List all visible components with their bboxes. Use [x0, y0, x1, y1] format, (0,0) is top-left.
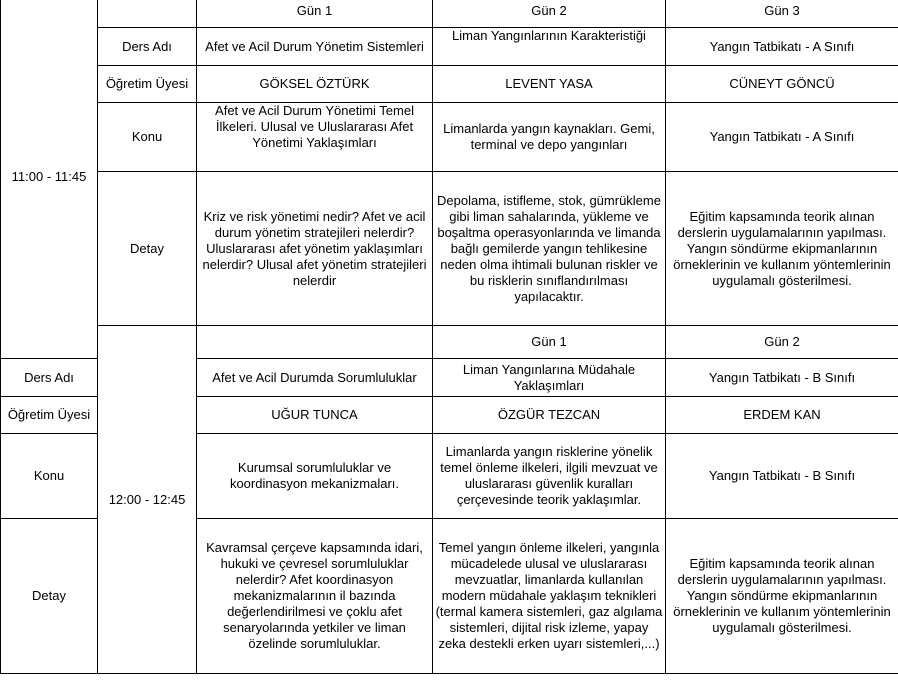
day-header: Gün 2: [666, 326, 898, 359]
detail: Kavramsal çerçeve kapsamında idari, hukuki ve çevresel sorumluluklar nelerdir? Afet koordinasyon mekanizmalarının il bazında değerlendirilmesi ve çoklu afet senaryolarında yetkiler ve liman özelinde sorumluluklar.: [197, 519, 433, 674]
topic: Limanlarda yangın risklerine yönelik temel önleme ilkeleri, ilgili mevzuat ve uluslararası güvenlik kuralları çerçevesinde teorik yaklaşımlar.: [433, 434, 666, 519]
row-label-detay: Detay: [1, 519, 98, 674]
instructor-name: CÜNEYT GÖNCÜ: [666, 66, 898, 103]
day-header: Gün 3: [666, 0, 898, 28]
course-name: Liman Yangınlarının Karakteristiği: [433, 28, 666, 66]
empty-cell: [98, 0, 197, 28]
time-slot-2: 12:00 - 12:45: [98, 326, 197, 674]
row-label-ogretim: Öğretim Üyesi: [1, 397, 98, 434]
row-label-konu: Konu: [98, 103, 197, 172]
course-name: Afet ve Acil Durumda Sorumluluklar: [197, 359, 433, 397]
instructor-name: GÖKSEL ÖZTÜRK: [197, 66, 433, 103]
course-name: Afet ve Acil Durum Yönetim Sistemleri: [197, 28, 433, 66]
detail: Temel yangın önleme ilkeleri, yangınla mücadelede ulusal ve uluslararası mevzuatlar, limanlarda kullanılan modern müdahale yaklaşım teknikleri (termal kamera sistemleri, gaz algılama sistemleri, dijital risk izleme, yapay zeka destekli erken uyarı sistemleri,...): [433, 519, 666, 674]
ogretim-row-1: [1, 66, 898, 103]
detail: Depolama, istifleme, stok, gümrükleme gibi liman sahalarında, yükleme ve boşaltma operasyonlarında ve limanda bağlı gemilerde yangın tehlikesine neden olma ihtimali bulunan riskler ve bu risklerin sınıflandırılması yapılacaktır.: [433, 172, 666, 326]
detay-row-1: [1, 172, 898, 326]
konu-row-1: [1, 103, 898, 172]
empty-cell: [197, 326, 433, 359]
detail: Kriz ve risk yönetimi nedir? Afet ve acil durum yönetim stratejileri nelerdir? Uluslararası afet yönetim yaklaşımları nelerdir? Ulusal afet yönetim stratejileri nelerdir: [197, 172, 433, 326]
day-header: Gün 1: [197, 0, 433, 28]
topic: Limanlarda yangın kaynakları. Gemi, terminal ve depo yangınları: [433, 103, 666, 172]
instructor-name: UĞUR TUNCA: [197, 397, 433, 434]
instructor-name: ERDEM KAN: [666, 397, 898, 434]
course-name: Yangın Tatbikatı - A Sınıfı: [666, 28, 898, 66]
header-row-1: [1, 0, 898, 28]
instructor-name: LEVENT YASA: [433, 66, 666, 103]
row-label-ders-adi: Ders Adı: [98, 28, 197, 66]
topic: Afet ve Acil Durum Yönetimi Temel İlkeleri. Ulusal ve Uluslararası Afet Yönetimi Yaklaşımları: [197, 103, 433, 172]
topic: Yangın Tatbikatı - B Sınıfı: [666, 434, 898, 519]
time-slot-1: 11:00 - 11:45: [1, 0, 98, 359]
course-name: Liman Yangınlarına Müdahale Yaklaşımları: [433, 359, 666, 397]
detail: Eğitim kapsamında teorik alınan derslerin uygulamalarının yapılması. Yangın söndürme ekipmanlarının örneklerinin ve kullanım yöntemlerinin uygulamalı gösterilmesi.: [666, 519, 898, 674]
day-header: Gün 2: [433, 0, 666, 28]
instructor-name: ÖZGÜR TEZCAN: [433, 397, 666, 434]
topic: Kurumsal sorumluluklar ve koordinasyon mekanizmaları.: [197, 434, 433, 519]
course-name: Yangın Tatbikatı - B Sınıfı: [666, 359, 898, 397]
row-label-ders-adi: Ders Adı: [1, 359, 98, 397]
detail: Eğitim kapsamında teorik alınan derslerin uygulamalarının yapılması. Yangın söndürme ekipmanlarının örneklerinin ve kullanım yöntemlerinin uygulamalı gösterilmesi.: [666, 172, 898, 326]
header-row-2: [1, 326, 898, 359]
row-label-ogretim: Öğretim Üyesi: [98, 66, 197, 103]
row-label-konu: Konu: [1, 434, 98, 519]
topic: Yangın Tatbikatı - A Sınıfı: [666, 103, 898, 172]
row-label-detay: Detay: [98, 172, 197, 326]
day-header: Gün 1: [433, 326, 666, 359]
ders-adi-row-1: [1, 28, 898, 66]
